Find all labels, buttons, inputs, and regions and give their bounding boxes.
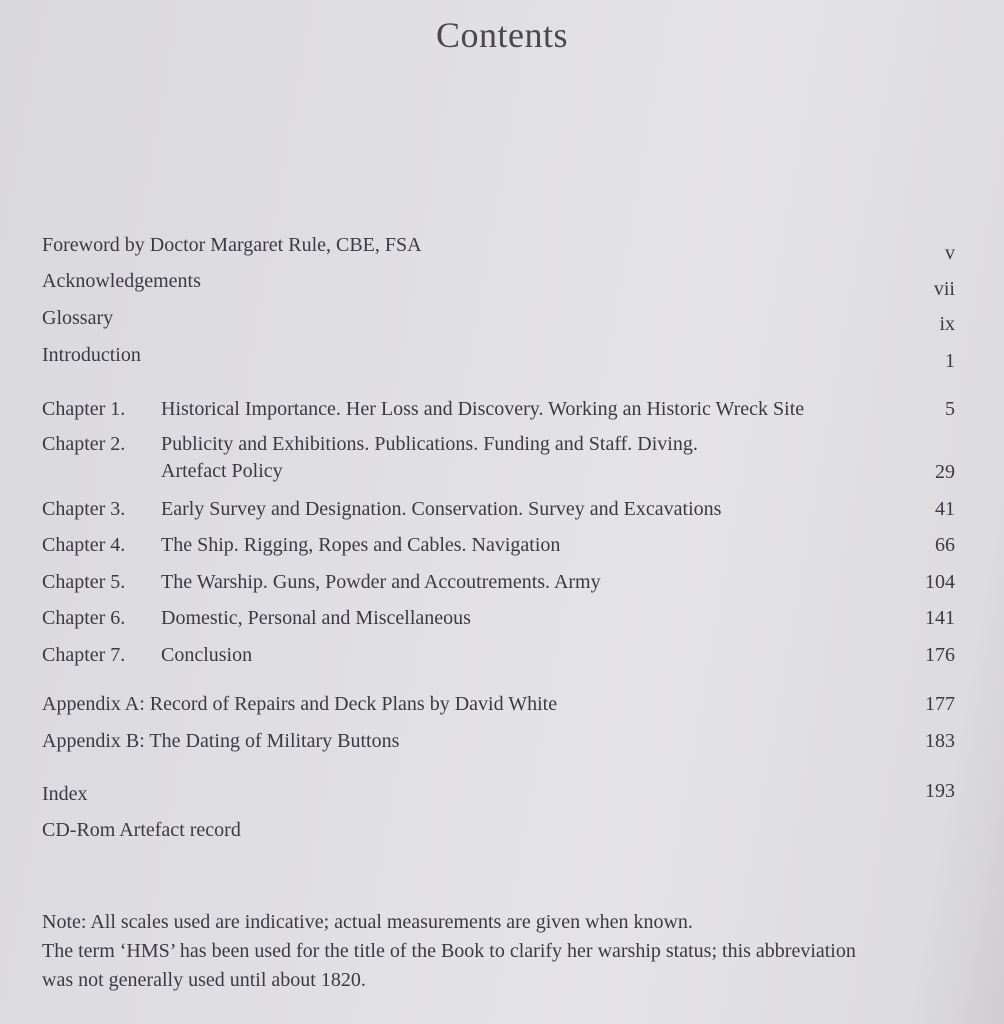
toc-entry-label: CD-Rom Artefact record (42, 819, 241, 841)
toc-page-number: 176 (925, 644, 955, 666)
chapter-number: Chapter 2. (42, 433, 126, 455)
toc-entry-label: Appendix A: Record of Repairs and Deck Plans by David White (42, 693, 558, 715)
toc-entry-label: Appendix B: The Dating of Military Buttons (42, 730, 400, 752)
chapter-title: Early Survey and Designation. Conservation. Survey and Excavations (161, 498, 722, 520)
chapter-number: Chapter 5. (42, 571, 126, 593)
chapter-number: Chapter 3. (42, 498, 126, 520)
toc-page-number: vii (933, 278, 955, 300)
toc-page-number: 183 (925, 730, 955, 752)
editorial-note (42, 908, 962, 995)
toc-entry-label: Introduction (42, 344, 141, 366)
toc-page-number: 177 (925, 693, 955, 715)
chapter-number: Chapter 6. (42, 607, 126, 629)
note-line: The term ‘HMS’ has been used for the title of the Book to clarify her warship status; this abbreviation (42, 940, 856, 962)
chapter-number: Chapter 4. (42, 534, 126, 556)
toc-page-number: 1 (945, 350, 955, 372)
chapter-title: Domestic, Personal and Miscellaneous (161, 607, 471, 629)
toc-page-number: 41 (935, 498, 955, 520)
chapter-title: The Ship. Rigging, Ropes and Cables. Navigation (161, 534, 561, 556)
toc-page-number: 193 (925, 780, 955, 802)
chapter-title: Conclusion (161, 644, 253, 666)
toc-page-number: 66 (935, 534, 955, 556)
chapter-title: Publicity and Exhibitions. Publications. Funding and Staff. Diving. (161, 433, 698, 455)
note-line: was not generally used until about 1820. (42, 969, 366, 991)
note-line: Note: All scales used are indicative; actual measurements are given when known. (42, 911, 693, 933)
toc-page-number: 29 (935, 461, 955, 483)
toc-page-number: 104 (925, 571, 955, 593)
toc-entry-label: Index (42, 783, 88, 805)
toc-entry-label: Foreword by Doctor Margaret Rule, CBE, FSA (42, 234, 422, 256)
chapter-number: Chapter 1. (42, 398, 126, 420)
toc-page-number: 141 (925, 607, 955, 629)
toc-page-number: ix (939, 313, 955, 335)
chapter-title-line2: Artefact Policy (161, 460, 283, 482)
toc-entry-label: Glossary (42, 307, 114, 329)
toc-entry-label: Acknowledgements (42, 270, 201, 292)
toc-page-number: v (945, 242, 955, 264)
chapter-title: Historical Importance. Her Loss and Discovery. Working an Historic Wreck Site (161, 398, 805, 420)
toc-page-number: 5 (945, 398, 955, 420)
page-title: Contents (435, 15, 568, 55)
chapter-number: Chapter 7. (42, 644, 126, 666)
chapter-title: The Warship. Guns, Powder and Accoutrements. Army (161, 571, 601, 593)
